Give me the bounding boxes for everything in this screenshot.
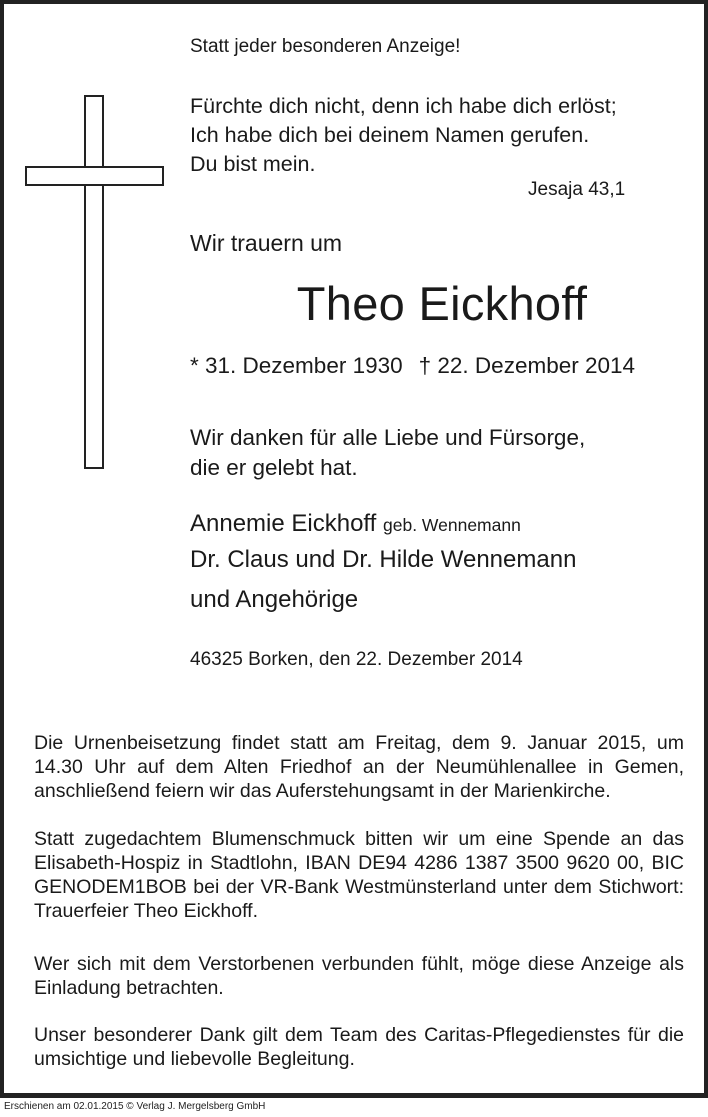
donation-paragraph: Statt zugedachtem Blumenschmuck bitten wir um eine Spende an das Elisabeth-Hospiz in Stadtlohn, IBAN DE94 4286 1387 3500 9620 00, BIC GENODEM1BOB bei der VR-Bank Westmünsterland unter dem Stichwort: Trauerfeier Theo Eickhoff. bbox=[34, 828, 684, 922]
verse-line: Du bist mein. bbox=[190, 152, 316, 176]
mourner-2: Dr. Claus und Dr. Hilde Wennemann bbox=[190, 546, 577, 573]
thanks-line: Wir danken für alle Liebe und Fürsorge, bbox=[190, 425, 586, 450]
publication-footer: Erschienen am 02.01.2015 © Verlag J. Mergelsberg GmbH bbox=[4, 1101, 266, 1112]
mourner-1-name: Annemie Eickhoff bbox=[190, 510, 377, 537]
gratitude-paragraph: Unser besonderer Dank gilt dem Team des Caritas-Pflegedienstes für die umsichtige und liebevolle Begleitung. bbox=[34, 1024, 684, 1070]
mourner-1-note: geb. Wennemann bbox=[383, 515, 521, 535]
burial-paragraph: Die Urnenbeisetzung findet statt am Freitag, dem 9. Januar 2015, um 14.30 Uhr auf dem Alten Friedhof an der Neumühlenallee in Gemen, anschließend feiern wir das Auferstehungsamt in der Marienkirche. bbox=[34, 732, 684, 802]
mourner-1 bbox=[190, 510, 521, 538]
mourn-line: Wir trauern um bbox=[190, 230, 343, 256]
mourner-3: und Angehörige bbox=[190, 586, 359, 613]
verse-reference: Jesaja 43,1 bbox=[528, 179, 626, 200]
birth-date: * 31. Dezember 1930 bbox=[190, 353, 403, 378]
life-dates bbox=[190, 353, 635, 379]
intro-line: Statt jeder besonderen Anzeige! bbox=[190, 36, 461, 57]
thanks-line: die er gelebt hat. bbox=[190, 455, 358, 480]
verse-line: Ich habe dich bei deinem Namen gerufen. bbox=[190, 123, 590, 147]
death-date: † 22. Dezember 2014 bbox=[418, 353, 636, 378]
thanks-text bbox=[190, 423, 585, 483]
bible-verse bbox=[190, 92, 617, 179]
verse-line: Fürchte dich nicht, denn ich habe dich erlöst; bbox=[190, 94, 617, 118]
invitation-paragraph: Wer sich mit dem Verstorbenen verbunden fühlt, möge diese Anzeige als Einladung betrachten. bbox=[34, 953, 684, 999]
deceased-name: Theo Eickhoff bbox=[296, 277, 588, 330]
place-date: 46325 Borken, den 22. Dezember 2014 bbox=[190, 649, 523, 670]
